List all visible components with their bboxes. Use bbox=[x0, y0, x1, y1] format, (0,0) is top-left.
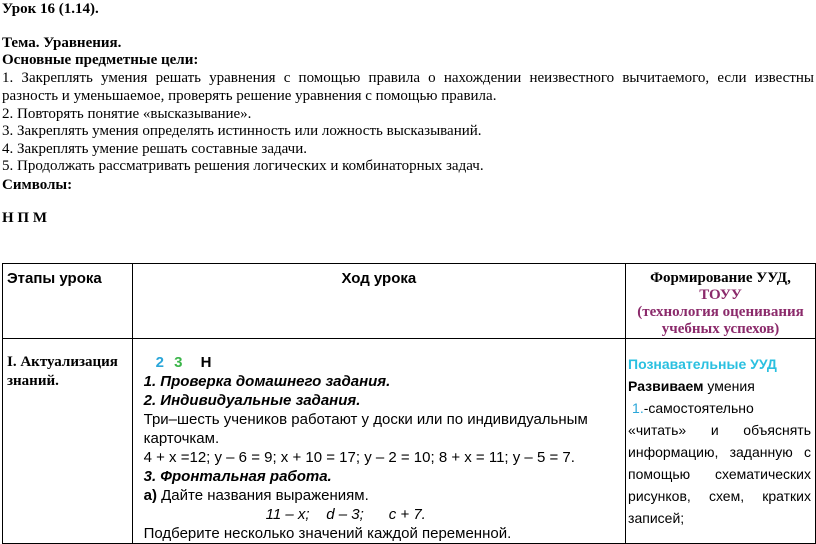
task-homework-check: 1. Проверка домашнего задания. bbox=[143, 373, 391, 390]
table-header-row bbox=[3, 264, 816, 339]
task-frontal: 3. Фронтальная работа. bbox=[143, 468, 332, 485]
uud-item-number: 1. bbox=[632, 400, 644, 416]
lesson-plan-table bbox=[2, 263, 816, 544]
uud-item-line-5: рисунков, схем, кратких bbox=[628, 488, 811, 504]
equations-list: 4 + x =12; y – 6 = 9; x + 10 = 17; y – 2 = 10; 8 + x = 11; y – 5 = 7. bbox=[143, 449, 575, 466]
marker-2: 2 bbox=[155, 354, 164, 371]
task-3a-text: Дайте названия выражениям. bbox=[156, 487, 369, 504]
goal-5: 5. Продолжать рассматривать решения логических и комбинаторных задач. bbox=[2, 158, 484, 174]
task-individual-text-2: карточкам. bbox=[143, 430, 220, 447]
uud-develop-rest: умения bbox=[703, 378, 755, 394]
goal-3: 3. Закреплять умения определять истинность или ложность высказываний. bbox=[2, 123, 482, 139]
stage-name-line-2: знаний. bbox=[7, 373, 59, 389]
header-uud-line-3: (технология оценивания bbox=[637, 304, 804, 320]
uud-item-line-4: помощью схематических bbox=[628, 466, 811, 482]
stage-name-line-1: I. Актуализация bbox=[7, 354, 118, 370]
header-uud-line-1: Формирование УУД, bbox=[650, 270, 791, 286]
header-lesson-flow bbox=[132, 264, 625, 339]
lesson-topic: Тема. Уравнения. bbox=[2, 35, 122, 51]
symbols-heading: Символы: bbox=[2, 177, 73, 193]
marker-n: Н bbox=[200, 354, 212, 371]
header-lesson-flow-label: Ход урока bbox=[341, 270, 417, 287]
uud-item-line-3: информацию, заданную с bbox=[628, 444, 811, 460]
task-3a bbox=[144, 486, 625, 505]
header-uud-line-2: ТОУУ bbox=[699, 287, 742, 303]
expressions: 11 – x; d – 3; c + 7. bbox=[265, 506, 426, 523]
task-individual-text-1: Три–шесть учеников работают у доски или по индивидуальным bbox=[143, 411, 588, 428]
stage-cell bbox=[3, 339, 133, 544]
uud-title: Познавательные УУД bbox=[628, 356, 777, 372]
goals-heading: Основные предметные цели: bbox=[2, 52, 199, 68]
symbol-markers bbox=[144, 353, 625, 372]
uud-cell bbox=[626, 339, 816, 544]
symbols-list: Н П М bbox=[2, 210, 47, 226]
goal-1-line-1: 1. Закреплять умения решать уравнения с помощью правила о нахождении неизвестного вычитаемого, если известны bbox=[2, 70, 814, 86]
task-individual: 2. Индивидуальные задания. bbox=[143, 392, 361, 409]
uud-develop-bold: Развиваем bbox=[628, 378, 704, 394]
goal-1-line-2: разность и уменьшаемое, проверять решение уравнения с помощью правила. bbox=[2, 88, 497, 104]
header-stages-label: Этапы урока bbox=[7, 270, 102, 287]
uud-item-line-1: -самостоятельно bbox=[643, 400, 754, 416]
uud-item-line-6: записей; bbox=[628, 510, 685, 526]
marker-3: 3 bbox=[174, 354, 183, 371]
header-uud bbox=[626, 264, 816, 339]
header-uud-line-4: учебных успехов) bbox=[661, 321, 780, 337]
header-stages bbox=[3, 264, 133, 339]
goal-2: 2. Повторять понятие «высказывание». bbox=[2, 106, 252, 122]
task-3a-label: а) bbox=[143, 487, 157, 504]
uud-item-line-2: «читать» и объяснять bbox=[628, 422, 811, 438]
lesson-title: Урок 16 (1.14). bbox=[2, 1, 99, 17]
goal-4: 4. Закреплять умение решать составные задачи. bbox=[2, 141, 307, 157]
table-row bbox=[3, 339, 816, 544]
lesson-flow-cell bbox=[132, 339, 625, 544]
task-3-more: Подберите несколько значений каждой переменной. bbox=[143, 525, 512, 542]
